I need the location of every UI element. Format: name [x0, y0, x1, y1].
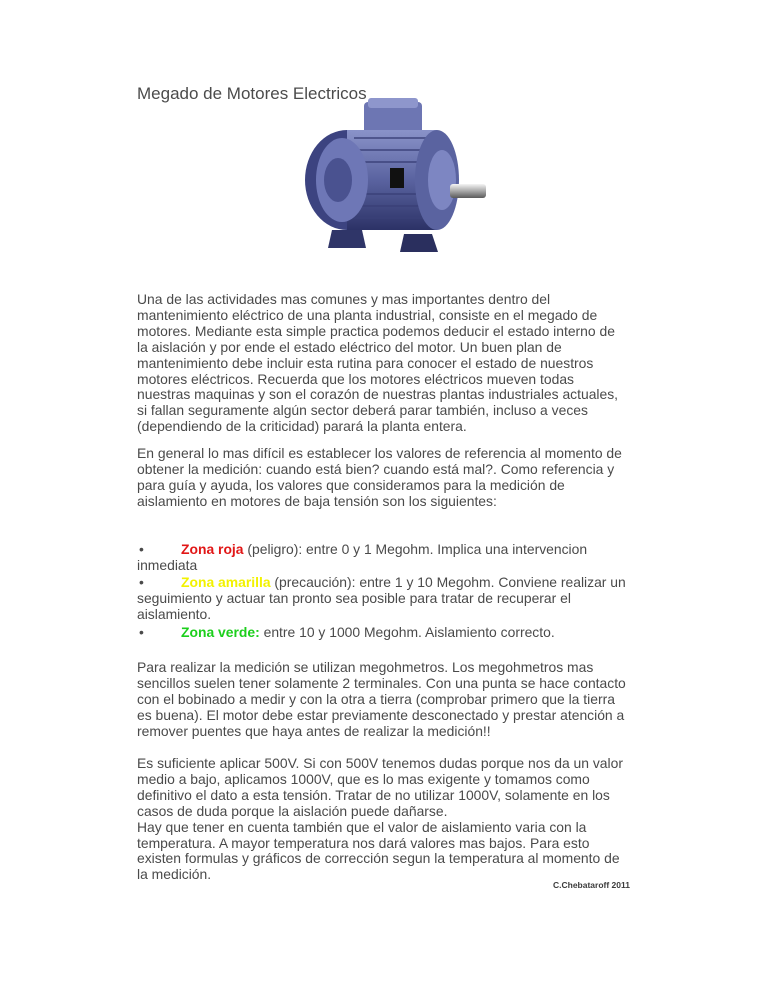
list-item	[137, 542, 627, 574]
zone-yellow-text: (precaución): entre 1 y 10 Megohm. Conviene realizar un seguimiento y actuar tan pronto sea posible para tratar de recuperar el aislamiento.	[137, 574, 626, 623]
bullet-marker: •	[139, 623, 144, 640]
author-signature: C.Chebataroff 2011	[553, 880, 630, 890]
intro-paragraph: Una de las actividades mas comunes y mas importantes dentro del mantenimiento eléctrico de una planta industrial, consiste en el megado de motores. Mediante esta simple practica podemos deducir el estado interno de la aislación y por ende el estado eléctrico del motor. Un buen plan de mantenimiento debe incluir esta rutina para conocer el estado de nuestros motores eléctricos. Recuerda que los motores eléctricos mueven todas nuestras maquinas y son el corazón de nuestras plantas industriales actuales, si fallan seguramente algún sector deberá parar también, incluso a veces (dependiendo de la criticidad) parará la planta entera.	[137, 291, 619, 435]
zone-green-text: entre 10 y 1000 Megohm. Aislamiento correcto.	[259, 623, 555, 640]
voltage-paragraph	[137, 756, 627, 883]
document-title: Megado de Motores Electricos	[137, 84, 367, 103]
temperature-text: Hay que tener en cuenta también que el valor de aislamiento varia con la temperatura. A mayor temperatura nos dará valores mas bajos. Para esto existen formulas y gráficos de corrección segun la temperatura al momento de la medición.	[137, 818, 620, 883]
list-item	[137, 625, 627, 641]
zone-yellow-label: Zona amarilla	[181, 574, 271, 591]
reference-values-paragraph: En general lo mas difícil es establecer los valores de referencia al momento de obtener la medición: cuando está bien? cuando está mal?. Como referencia y para guía y ayuda, los valores que consideramos para la medición de aislamiento en motores de baja tensión son los siguientes:	[137, 445, 622, 509]
zone-red-label: Zona roja	[181, 541, 244, 557]
electric-motor-image	[292, 98, 492, 258]
voltage-text: Es suficiente aplicar 500V. Si con 500V tenemos dudas porque nos da un valor medio a bajo, aplicamos 1000V, que es lo mas exigente y tomamos como definitivo el dato a esta tensión. Tratar de no utilizar 1000V, solamente en los casos de duda porque la aislación puede dañarse.	[137, 755, 623, 819]
zone-green-label: Zona verde:	[181, 623, 260, 640]
list-item	[137, 575, 627, 623]
bullet-marker: •	[139, 574, 144, 591]
megohmmeter-paragraph: Para realizar la medición se utilizan megohmetros. Los megohmetros mas sencillos suelen tener solamente 2 terminales. Con una punta se hace contacto con el bobinado a medir y con la otra a tierra (comprobar primero que la tierra es buena). El motor debe estar previamente desconectado y prestar atención a remover puentes que haya antes de realizar la medición!!	[137, 659, 626, 739]
bullet-marker: •	[139, 541, 144, 557]
insulation-zones-list	[137, 542, 627, 642]
zone-red-text: (peligro): entre 0 y 1 Megohm. Implica una intervencion inmediata	[137, 541, 588, 573]
